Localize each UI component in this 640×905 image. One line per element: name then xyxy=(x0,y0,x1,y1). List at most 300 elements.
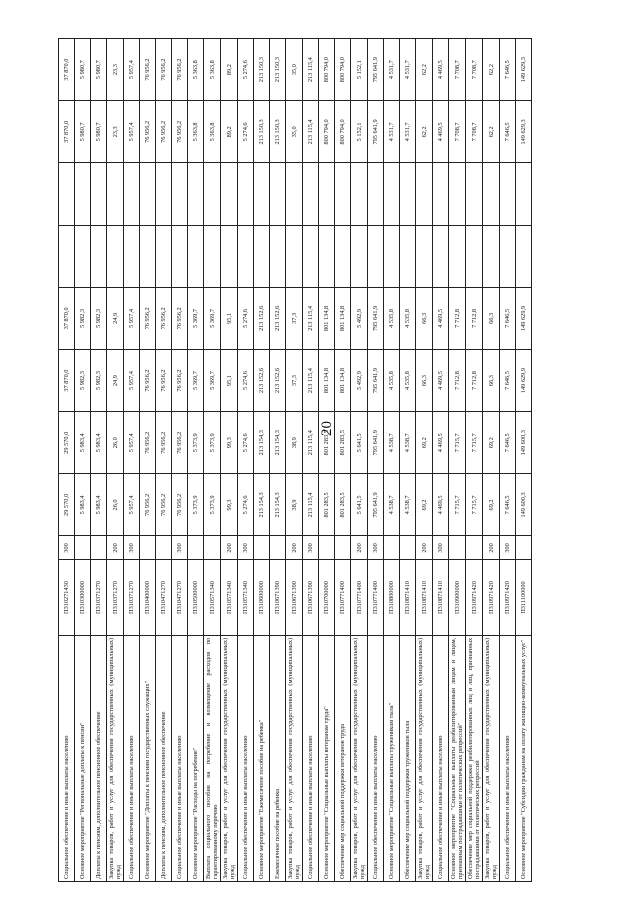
row-value-cell: 69,2 xyxy=(483,412,500,474)
row-value-cell: 29 570,0 xyxy=(59,474,75,536)
row-code-cell: П310971420 xyxy=(466,560,483,636)
row-name-cell: Основное мероприятие "Социальные выплаты реабилитированным лицам и лицам, признанным пострадавшими от политических репрессий" xyxy=(449,635,466,881)
row-value-cell: 5 641,5 xyxy=(351,412,368,474)
row-name-cell: Закупка товаров, работ и услуг для обеспечения государственных (муниципальных) нужд xyxy=(221,635,238,881)
row-value-cell: 4 469,5 xyxy=(433,349,449,411)
row-value-cell xyxy=(188,163,204,225)
row-value-cell: 62,2 xyxy=(416,39,433,101)
row-value-cell: 213 154,3 xyxy=(254,412,270,474)
row-name-cell: Основное мероприятие "Социальные выплаты труженикам тыла" xyxy=(384,635,400,881)
budget-table xyxy=(58,38,532,882)
row-vr-cell: 300 xyxy=(238,536,254,560)
row-value-cell: 4 469,5 xyxy=(433,474,449,536)
row-value-cell xyxy=(91,163,107,225)
row-value-cell: 62,2 xyxy=(483,101,500,163)
row-value-cell: 5 982,3 xyxy=(75,287,91,349)
table-row xyxy=(140,39,156,882)
row-code-cell: П310571340 xyxy=(238,560,254,636)
row-vr-cell: 200 xyxy=(286,536,303,560)
row-value-cell: 4 531,7 xyxy=(400,39,416,101)
row-value-cell: 66,3 xyxy=(416,287,433,349)
row-name-cell: Социальное обеспечение и иные выплаты населению xyxy=(303,635,319,881)
row-vr-cell: 300 xyxy=(433,536,449,560)
row-value-cell: 7 712,8 xyxy=(466,287,483,349)
row-vr-cell xyxy=(466,536,483,560)
row-value-cell xyxy=(221,163,238,225)
row-value-cell xyxy=(221,225,238,287)
row-value-cell: 66,3 xyxy=(416,349,433,411)
row-value-cell: 7 646,5 xyxy=(500,474,516,536)
row-value-cell xyxy=(204,163,221,225)
row-value-cell: 5 274,6 xyxy=(238,412,254,474)
row-vr-cell: 300 xyxy=(172,536,188,560)
table-row xyxy=(416,39,433,882)
row-value-cell: 37 870,0 xyxy=(59,287,75,349)
row-value-cell: 5 983,4 xyxy=(91,412,107,474)
row-value-cell: 795 641,9 xyxy=(368,101,384,163)
row-value-cell: 213 150,3 xyxy=(254,39,270,101)
row-value-cell: 5 982,3 xyxy=(91,349,107,411)
row-value-cell xyxy=(416,225,433,287)
row-value-cell xyxy=(319,225,335,287)
row-value-cell xyxy=(400,225,416,287)
row-value-cell xyxy=(384,163,400,225)
row-vr-cell: 300 xyxy=(124,536,140,560)
row-value-cell xyxy=(91,225,107,287)
row-code-cell: П310771400 xyxy=(335,560,351,636)
row-vr-cell xyxy=(449,536,466,560)
row-value-cell: 800 794,0 xyxy=(335,101,351,163)
row-value-cell: 76 956,2 xyxy=(140,101,156,163)
row-value-cell: 4 538,7 xyxy=(400,412,416,474)
row-value-cell: 37,3 xyxy=(286,349,303,411)
row-value-cell: 5 373,9 xyxy=(188,474,204,536)
row-code-cell: П310371270 xyxy=(91,560,107,636)
row-value-cell: 26,0 xyxy=(107,412,124,474)
table-row xyxy=(221,39,238,882)
row-value-cell: 7 715,7 xyxy=(449,474,466,536)
row-value-cell xyxy=(107,225,124,287)
row-name-cell: Закупка товаров, работ и услуг для обеспечения государственных (муниципальных) нужд xyxy=(351,635,368,881)
row-name-cell: Основное мероприятие "Социальные выплаты ветеранам труда" xyxy=(319,635,335,881)
table-row xyxy=(238,39,254,882)
row-value-cell: 7 646,5 xyxy=(500,39,516,101)
row-name-cell: Социальное обеспечение и иные выплаты населению xyxy=(59,635,75,881)
table-row xyxy=(400,39,416,882)
table-row xyxy=(516,39,532,882)
table-row xyxy=(156,39,172,882)
row-name-cell: Закупка товаров, работ и услуг для обеспечения государственных (муниципальных) нужд xyxy=(483,635,500,881)
row-value-cell: 4 469,5 xyxy=(433,412,449,474)
row-value-cell: 149 600,3 xyxy=(516,474,532,536)
row-value-cell: 149 629,9 xyxy=(516,349,532,411)
row-code-cell: П310871410 xyxy=(416,560,433,636)
row-value-cell: 5 274,6 xyxy=(238,287,254,349)
table-row xyxy=(91,39,107,882)
row-vr-cell: 300 xyxy=(368,536,384,560)
row-vr-cell xyxy=(204,536,221,560)
row-value-cell xyxy=(59,225,75,287)
row-value-cell xyxy=(483,225,500,287)
row-value-cell: 5 274,6 xyxy=(238,474,254,536)
row-value-cell xyxy=(500,225,516,287)
row-value-cell: 4 531,7 xyxy=(384,101,400,163)
row-code-cell: П310700000 xyxy=(319,560,335,636)
row-value-cell: 213 150,3 xyxy=(270,101,286,163)
row-value-cell xyxy=(516,163,532,225)
row-value-cell xyxy=(500,163,516,225)
row-value-cell xyxy=(107,163,124,225)
row-value-cell: 5 274,6 xyxy=(238,101,254,163)
row-value-cell: 76 956,2 xyxy=(156,349,172,411)
row-value-cell: 76 956,2 xyxy=(172,474,188,536)
row-name-cell: Социальное обеспечение и иные выплаты населению xyxy=(368,635,384,881)
row-name-cell: Социальное обеспечение и иные выплаты населению xyxy=(172,635,188,881)
row-code-cell: П310371270 xyxy=(124,560,140,636)
table-row xyxy=(351,39,368,882)
row-value-cell xyxy=(449,225,466,287)
row-value-cell: 7 712,8 xyxy=(466,349,483,411)
row-value-cell: 7 715,7 xyxy=(466,412,483,474)
row-value-cell xyxy=(254,225,270,287)
row-value-cell: 5 363,8 xyxy=(188,101,204,163)
row-value-cell: 5 363,8 xyxy=(204,39,221,101)
row-value-cell xyxy=(172,225,188,287)
row-value-cell: 213 115,4 xyxy=(303,287,319,349)
row-code-cell: П310471270 xyxy=(156,560,172,636)
row-vr-cell: 300 xyxy=(303,536,319,560)
table-row xyxy=(500,39,516,882)
table-body xyxy=(59,39,532,882)
row-value-cell: 4 469,5 xyxy=(433,39,449,101)
row-value-cell: 37,3 xyxy=(286,287,303,349)
table-row xyxy=(124,39,140,882)
row-value-cell: 5 152,1 xyxy=(351,101,368,163)
row-vr-cell: 300 xyxy=(59,536,75,560)
row-value-cell: 213 152,6 xyxy=(254,287,270,349)
row-value-cell: 76 956,2 xyxy=(140,287,156,349)
rotated-page-content xyxy=(58,38,618,882)
row-code-cell: П310971420 xyxy=(500,560,516,636)
row-vr-cell xyxy=(335,536,351,560)
row-value-cell: 4 531,7 xyxy=(400,101,416,163)
row-value-cell: 149 629,3 xyxy=(516,101,532,163)
row-name-cell: Социальное обеспечение и иные выплаты населению xyxy=(433,635,449,881)
row-name-cell: Социальное обеспечение и иные выплаты населению xyxy=(124,635,140,881)
table-row xyxy=(172,39,188,882)
row-value-cell xyxy=(319,163,335,225)
row-value-cell: 5 369,7 xyxy=(188,287,204,349)
row-value-cell xyxy=(303,225,319,287)
row-value-cell: 37 870,0 xyxy=(59,349,75,411)
row-value-cell: 76 956,2 xyxy=(140,39,156,101)
row-value-cell: 62,2 xyxy=(483,39,500,101)
row-value-cell xyxy=(75,163,91,225)
row-value-cell: 213 150,3 xyxy=(254,101,270,163)
row-value-cell xyxy=(483,163,500,225)
table-row xyxy=(204,39,221,882)
row-value-cell: 76 956,2 xyxy=(172,101,188,163)
row-vr-cell xyxy=(156,536,172,560)
row-name-cell: Закупка товаров, работ и услуг для обеспечения государственных (муниципальных) нужд xyxy=(286,635,303,881)
row-value-cell: 5 982,3 xyxy=(91,287,107,349)
row-value-cell xyxy=(335,163,351,225)
row-value-cell xyxy=(254,163,270,225)
row-value-cell: 95,1 xyxy=(221,287,238,349)
row-name-cell: Обеспечение мер социальной поддержки реабилитированных лиц и лиц, признанных пострадавшими от политических репрессий xyxy=(466,635,483,881)
row-value-cell: 213 115,4 xyxy=(303,474,319,536)
row-value-cell: 213 115,4 xyxy=(303,101,319,163)
row-name-cell: Доплаты к пенсиям, дополнительное пенсионное обеспечение xyxy=(91,635,107,881)
row-value-cell: 4 469,5 xyxy=(433,101,449,163)
page-number: 20 xyxy=(319,421,335,436)
row-name-cell: Доплаты к пенсиям, дополнительное пенсионное обеспечение xyxy=(156,635,172,881)
row-value-cell: 24,9 xyxy=(107,349,124,411)
row-value-cell: 5 152,1 xyxy=(351,39,368,101)
row-code-cell: П310971420 xyxy=(483,560,500,636)
row-value-cell: 795 641,9 xyxy=(368,39,384,101)
row-vr-cell xyxy=(91,536,107,560)
row-code-cell: П310400000 xyxy=(140,560,156,636)
row-value-cell xyxy=(416,163,433,225)
row-value-cell: 69,2 xyxy=(416,474,433,536)
row-value-cell: 5 957,4 xyxy=(124,39,140,101)
row-code-cell: П311100000 xyxy=(516,560,532,636)
row-value-cell: 4 535,8 xyxy=(384,349,400,411)
row-value-cell: 38,9 xyxy=(286,412,303,474)
row-value-cell: 4 535,8 xyxy=(400,287,416,349)
row-value-cell: 213 154,3 xyxy=(270,474,286,536)
row-vr-cell: 300 xyxy=(500,536,516,560)
row-value-cell xyxy=(368,225,384,287)
row-value-cell: 62,2 xyxy=(416,101,433,163)
table-row xyxy=(449,39,466,882)
row-value-cell: 24,9 xyxy=(107,287,124,349)
row-value-cell: 213 150,3 xyxy=(270,39,286,101)
row-value-cell: 5 957,4 xyxy=(124,412,140,474)
row-value-cell: 4 535,8 xyxy=(400,349,416,411)
row-code-cell: П310500000 xyxy=(188,560,204,636)
row-name-cell: Основное мероприятие "Ежемесячное пособие на ребенка" xyxy=(254,635,270,881)
row-value-cell: 801 283,5 xyxy=(319,412,335,474)
row-value-cell: 5 492,9 xyxy=(351,287,368,349)
row-value-cell: 5 373,9 xyxy=(204,412,221,474)
row-value-cell: 795 641,9 xyxy=(368,412,384,474)
row-value-cell xyxy=(335,225,351,287)
row-value-cell: 5 957,4 xyxy=(124,474,140,536)
row-value-cell: 5 982,3 xyxy=(75,349,91,411)
row-value-cell xyxy=(156,225,172,287)
row-value-cell: 5 957,4 xyxy=(124,349,140,411)
row-value-cell: 213 152,6 xyxy=(254,349,270,411)
row-value-cell: 5 980,7 xyxy=(91,101,107,163)
row-vr-cell xyxy=(254,536,270,560)
row-value-cell: 7 646,5 xyxy=(500,412,516,474)
row-value-cell: 800 794,0 xyxy=(319,39,335,101)
row-value-cell: 213 115,4 xyxy=(303,349,319,411)
row-value-cell xyxy=(188,225,204,287)
row-value-cell: 35,0 xyxy=(286,39,303,101)
row-value-cell: 76 956,2 xyxy=(172,349,188,411)
row-value-cell xyxy=(466,225,483,287)
row-value-cell: 5 363,8 xyxy=(204,101,221,163)
table-row xyxy=(270,39,286,882)
row-code-cell: П310900000 xyxy=(449,560,466,636)
row-name-cell: Обеспечение мер социальной поддержки тружеников тыла xyxy=(400,635,416,881)
row-value-cell: 4 538,7 xyxy=(400,474,416,536)
row-value-cell: 7 715,7 xyxy=(449,412,466,474)
row-value-cell xyxy=(75,225,91,287)
table-row xyxy=(483,39,500,882)
row-name-cell: Закупка товаров, работ и услуг для обеспечения государственных (муниципальных) нужд xyxy=(107,635,124,881)
row-value-cell: 7 715,7 xyxy=(466,474,483,536)
row-value-cell: 76 956,2 xyxy=(140,412,156,474)
row-value-cell: 76 956,2 xyxy=(156,287,172,349)
row-value-cell xyxy=(270,225,286,287)
row-vr-cell xyxy=(319,536,335,560)
table-row xyxy=(75,39,91,882)
row-value-cell xyxy=(238,225,254,287)
row-value-cell: 76 956,2 xyxy=(172,412,188,474)
row-value-cell: 149 629,3 xyxy=(516,39,532,101)
row-value-cell: 37 870,0 xyxy=(59,101,75,163)
row-value-cell: 5 373,9 xyxy=(188,412,204,474)
row-vr-cell xyxy=(516,536,532,560)
row-value-cell: 69,2 xyxy=(416,412,433,474)
row-value-cell: 5 957,4 xyxy=(124,101,140,163)
row-value-cell: 7 646,5 xyxy=(500,101,516,163)
row-value-cell xyxy=(156,163,172,225)
row-value-cell xyxy=(449,163,466,225)
table-row xyxy=(188,39,204,882)
row-code-cell: П310571340 xyxy=(221,560,238,636)
row-value-cell: 5 980,7 xyxy=(75,39,91,101)
row-vr-cell xyxy=(270,536,286,560)
row-value-cell: 5 373,9 xyxy=(204,474,221,536)
row-value-cell: 213 152,6 xyxy=(270,349,286,411)
row-value-cell: 801 283,5 xyxy=(319,474,335,536)
row-name-cell: Ежемесячное пособие на ребенка xyxy=(270,635,286,881)
row-value-cell: 149 600,3 xyxy=(516,412,532,474)
table-row xyxy=(384,39,400,882)
row-vr-cell xyxy=(75,536,91,560)
row-name-cell: Социальное обеспечение и иные выплаты населению xyxy=(238,635,254,881)
row-value-cell: 7 708,7 xyxy=(449,39,466,101)
row-value-cell xyxy=(172,163,188,225)
row-value-cell xyxy=(384,225,400,287)
row-value-cell: 99,3 xyxy=(221,474,238,536)
row-code-cell: П310471270 xyxy=(172,560,188,636)
row-code-cell: П310300000 xyxy=(75,560,91,636)
row-value-cell: 69,2 xyxy=(483,474,500,536)
row-value-cell: 213 115,4 xyxy=(303,412,319,474)
row-value-cell: 4 531,7 xyxy=(384,39,400,101)
table-row xyxy=(319,39,335,882)
row-value-cell xyxy=(433,225,449,287)
row-vr-cell: 200 xyxy=(221,536,238,560)
row-value-cell: 5 983,4 xyxy=(75,474,91,536)
row-value-cell xyxy=(286,225,303,287)
row-value-cell xyxy=(400,163,416,225)
row-name-cell: Основное мероприятие "Расходы на погребение" xyxy=(188,635,204,881)
row-code-cell: П310571340 xyxy=(204,560,221,636)
row-value-cell: 5 983,4 xyxy=(75,412,91,474)
row-value-cell xyxy=(466,163,483,225)
row-name-cell: Социальное обеспечение и иные выплаты населению xyxy=(500,635,516,881)
row-value-cell: 7 712,8 xyxy=(449,349,466,411)
row-value-cell: 76 956,2 xyxy=(172,287,188,349)
row-code-cell: П310671390 xyxy=(303,560,319,636)
row-value-cell xyxy=(124,225,140,287)
row-value-cell: 800 794,0 xyxy=(319,101,335,163)
row-value-cell: 5 957,4 xyxy=(124,287,140,349)
row-value-cell xyxy=(351,225,368,287)
row-code-cell: П310871410 xyxy=(433,560,449,636)
row-value-cell: 801 134,8 xyxy=(319,287,335,349)
row-value-cell: 89,2 xyxy=(221,101,238,163)
row-value-cell: 37 870,0 xyxy=(59,39,75,101)
row-value-cell: 4 535,8 xyxy=(384,287,400,349)
row-value-cell: 5 983,4 xyxy=(91,474,107,536)
row-value-cell: 5 369,7 xyxy=(188,349,204,411)
row-vr-cell: 200 xyxy=(107,536,124,560)
row-value-cell: 5 641,5 xyxy=(351,474,368,536)
table-row xyxy=(433,39,449,882)
row-name-cell: Основное мероприятие "Субсидии гражданам на оплату жилищно-коммунальных услуг" xyxy=(516,635,532,881)
row-value-cell: 23,3 xyxy=(107,39,124,101)
row-value-cell xyxy=(204,225,221,287)
row-value-cell xyxy=(238,163,254,225)
row-value-cell: 4 538,7 xyxy=(384,412,400,474)
row-value-cell: 801 283,5 xyxy=(335,474,351,536)
row-value-cell: 4 538,7 xyxy=(384,474,400,536)
row-vr-cell xyxy=(384,536,400,560)
row-value-cell: 76 956,2 xyxy=(140,474,156,536)
row-vr-cell: 200 xyxy=(351,536,368,560)
row-value-cell: 7 646,5 xyxy=(500,349,516,411)
row-value-cell: 5 363,8 xyxy=(188,39,204,101)
row-value-cell: 76 956,2 xyxy=(156,101,172,163)
row-value-cell: 795 641,9 xyxy=(368,287,384,349)
row-code-cell: П310671390 xyxy=(286,560,303,636)
table-row xyxy=(254,39,270,882)
row-value-cell: 801 283,5 xyxy=(335,412,351,474)
row-value-cell xyxy=(270,163,286,225)
row-vr-cell xyxy=(400,536,416,560)
row-value-cell: 23,3 xyxy=(107,101,124,163)
row-value-cell: 26,0 xyxy=(107,474,124,536)
row-value-cell: 801 134,8 xyxy=(335,287,351,349)
row-value-cell xyxy=(368,163,384,225)
row-value-cell xyxy=(140,163,156,225)
table-row xyxy=(466,39,483,882)
row-name-cell: Выплата социального пособия на погребение и возмещение расходов по гарантированному перечню xyxy=(204,635,221,881)
row-value-cell xyxy=(516,225,532,287)
row-value-cell: 213 115,4 xyxy=(303,39,319,101)
table-row xyxy=(107,39,124,882)
row-value-cell: 99,3 xyxy=(221,412,238,474)
row-value-cell: 795 641,9 xyxy=(368,474,384,536)
row-value-cell: 5 369,7 xyxy=(204,349,221,411)
row-value-cell: 5 274,6 xyxy=(238,349,254,411)
row-value-cell: 7 646,5 xyxy=(500,287,516,349)
row-code-cell: П310800000 xyxy=(384,560,400,636)
row-value-cell: 7 708,7 xyxy=(466,101,483,163)
row-code-cell: П310871410 xyxy=(400,560,416,636)
row-value-cell: 213 154,3 xyxy=(254,474,270,536)
row-name-cell: Закупка товаров, работ и услуг для обеспечения государственных (муниципальных) нужд xyxy=(416,635,433,881)
row-value-cell: 801 134,8 xyxy=(319,349,335,411)
